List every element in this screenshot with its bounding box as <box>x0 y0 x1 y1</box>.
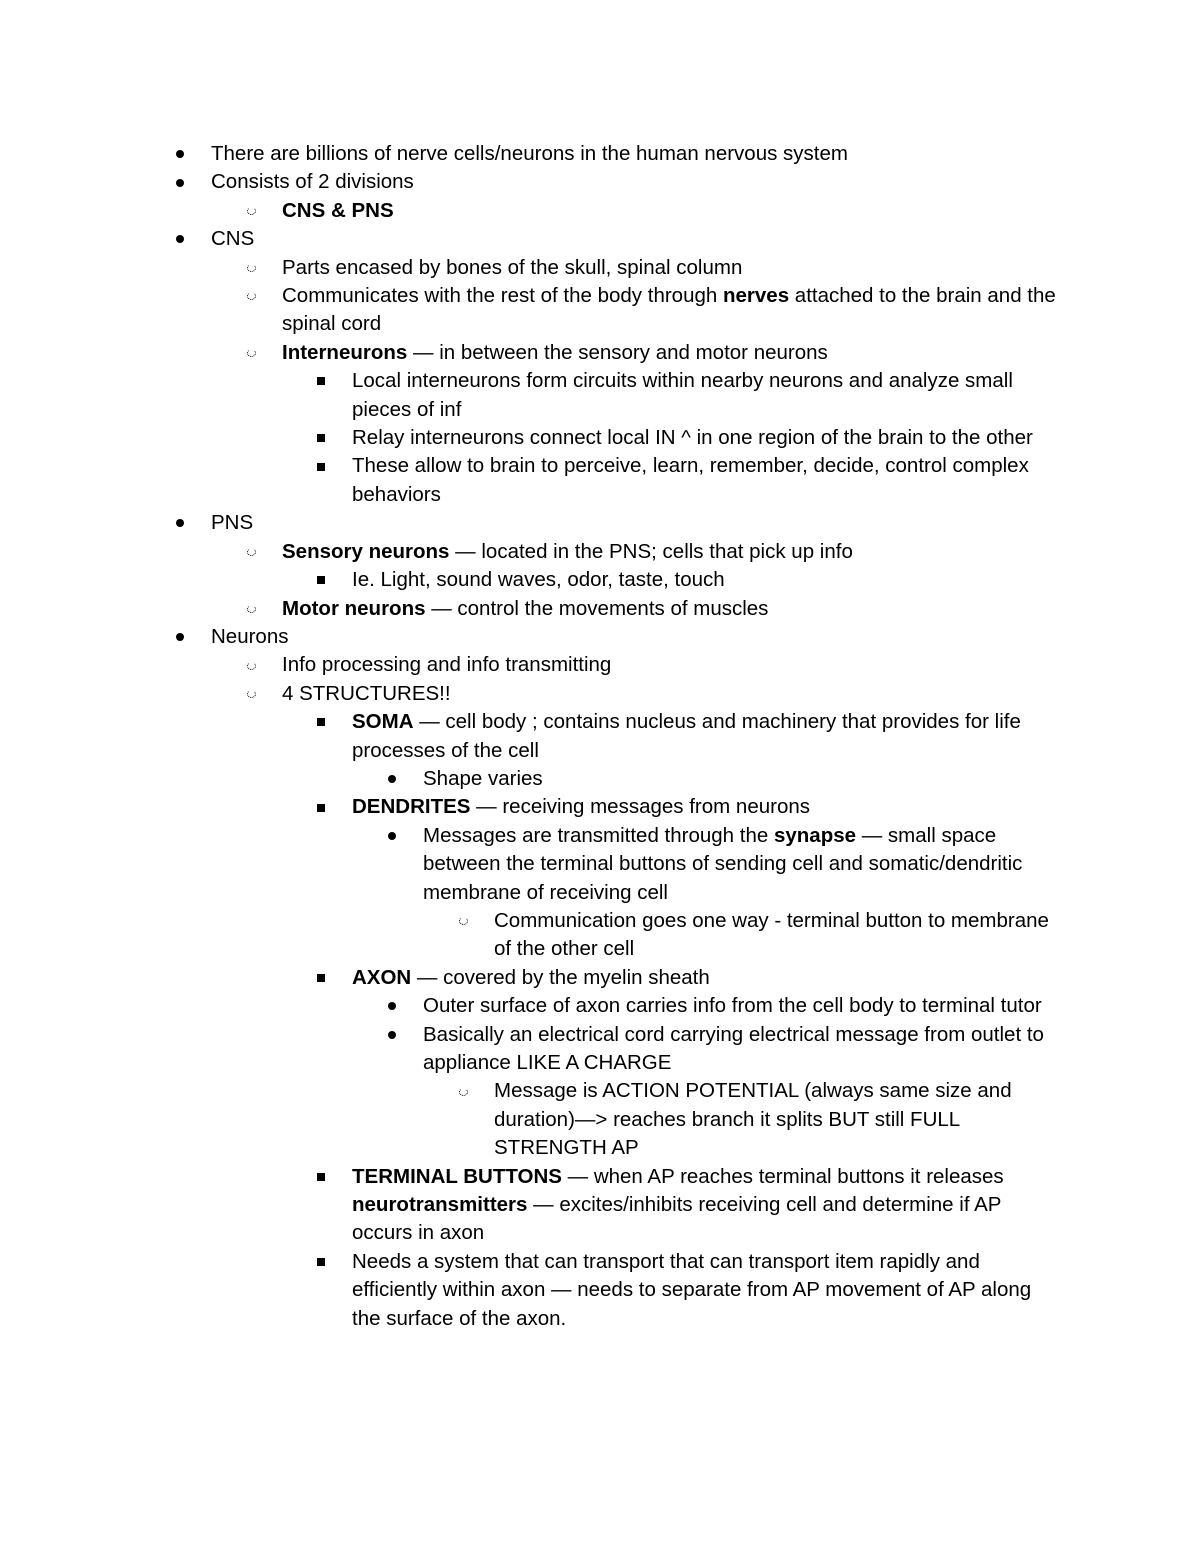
hollow-bullet-icon <box>453 907 473 935</box>
item-text-bold: CNS & PNS <box>282 198 394 222</box>
list-item <box>352 1248 1064 1333</box>
item-text: — when AP reaches terminal buttons it releases <box>561 1164 1004 1188</box>
hollow-bullet-icon <box>241 595 261 623</box>
bullet-icon <box>382 992 402 1020</box>
item-text: Message is ACTION POTENTIAL (always same size and duration)—> reaches branch it splits BUT still FULL STRENGTH AP <box>494 1079 1012 1160</box>
list-item <box>352 964 1064 992</box>
item-text: Relay interneurons connect local IN ^ in one region of the brain to the other <box>352 426 1033 450</box>
item-text-bold: Interneurons <box>282 340 408 364</box>
item-text: Needs a system that can transport that can transport item rapidly and efficiently within axon — needs to separate from AP movement of AP along the surface of the axon. <box>352 1249 1032 1330</box>
item-text: — cell body ; contains nucleus and machinery that provides for life processes of the cell <box>352 710 1021 762</box>
item-text: Neurons <box>211 624 289 648</box>
item-text: There are billions of nerve cells/neurons in the human nervous system <box>211 142 848 165</box>
item-text: 4 STRUCTURES!! <box>282 681 451 705</box>
item-text: Consists of 2 divisions <box>211 170 414 194</box>
bullet-icon <box>170 168 190 196</box>
item-text: CNS <box>211 227 255 251</box>
list-item <box>352 452 1064 509</box>
bullet-icon <box>170 623 190 651</box>
list-item <box>282 651 1062 679</box>
item-text: — covered by the myelin sheath <box>411 965 710 989</box>
bullet-icon <box>170 140 190 168</box>
item-text: Messages are transmitted through the <box>423 823 774 847</box>
list-item <box>282 254 1062 282</box>
square-bullet-icon <box>311 452 331 480</box>
item-text: Basically an electrical cord carrying electrical message from outlet to appliance LIKE A CHARGE <box>423 1022 1044 1074</box>
list-item <box>352 1163 1064 1248</box>
list-item <box>352 566 1064 594</box>
list-item <box>352 793 1064 821</box>
item-text: attached to the brain and the spinal cord <box>282 284 1056 336</box>
hollow-bullet-icon <box>241 282 261 310</box>
item-text-bold: Motor neurons <box>282 596 426 620</box>
item-text: — located in the PNS; cells that pick up info <box>449 539 853 563</box>
list-item <box>282 538 1062 566</box>
square-bullet-icon <box>311 566 331 594</box>
list-item <box>211 140 1071 168</box>
item-text-bold: Sensory neurons <box>282 539 450 563</box>
hollow-bullet-icon <box>241 538 261 566</box>
item-text-bold: synapse <box>773 823 857 847</box>
list-item <box>282 339 1062 367</box>
item-text-bold: nerves <box>722 284 790 308</box>
item-text: Local interneurons form circuits within nearby neurons and analyze small pieces of inf <box>352 369 1013 421</box>
item-text-bold: AXON <box>352 965 412 989</box>
list-item <box>211 509 1071 537</box>
list-item <box>494 1077 1064 1162</box>
list-item <box>423 765 1063 793</box>
square-bullet-icon <box>311 708 331 736</box>
item-text: These allow to brain to perceive, learn, remember, decide, control complex behaviors <box>352 454 1029 506</box>
list-item <box>211 225 1071 253</box>
item-text-bold: DENDRITES <box>352 795 471 819</box>
list-item <box>352 367 1064 424</box>
bullet-icon <box>382 765 402 793</box>
list-item <box>352 424 1064 452</box>
item-text: Outer surface of axon carries info from the cell body to terminal tutor <box>423 994 1042 1018</box>
bullet-icon <box>382 1021 402 1049</box>
list-item <box>352 708 1064 765</box>
item-text: Ie. Light, sound waves, odor, taste, touch <box>352 568 725 592</box>
item-text: Parts encased by bones of the skull, spinal column <box>282 255 743 279</box>
hollow-bullet-icon <box>241 680 261 708</box>
list-item <box>423 992 1063 1020</box>
list-item <box>211 623 1071 651</box>
square-bullet-icon <box>311 1163 331 1191</box>
list-item <box>423 1021 1063 1078</box>
list-item <box>282 197 1062 225</box>
list-item <box>494 907 1064 964</box>
list-item <box>282 282 1062 339</box>
list-item <box>282 595 1062 623</box>
item-text: — in between the sensory and motor neurons <box>407 340 828 364</box>
square-bullet-icon <box>311 793 331 821</box>
item-text: Communication goes one way - terminal button to membrane of the other cell <box>494 908 1049 961</box>
bullet-icon <box>170 509 190 537</box>
item-text: — excites/inhibits receiving cell and determine if AP occurs in axon <box>352 1193 1002 1245</box>
square-bullet-icon <box>311 367 331 395</box>
item-text: — small space between the terminal buttons of sending cell and somatic/dendritic membrane of receiving cell <box>423 823 1023 904</box>
item-text: PNS <box>211 511 254 535</box>
list-item <box>282 680 1062 708</box>
item-text: — receiving messages from neurons <box>470 795 810 819</box>
list-item <box>423 822 1063 907</box>
item-text: Communicates with the rest of the body through <box>282 284 723 308</box>
square-bullet-icon <box>311 964 331 992</box>
hollow-bullet-icon <box>241 339 261 367</box>
square-bullet-icon <box>311 1248 331 1276</box>
item-text-bold: TERMINAL BUTTONS <box>352 1164 562 1188</box>
hollow-bullet-icon <box>241 197 261 225</box>
item-text: Shape varies <box>423 766 543 790</box>
list-item <box>211 168 1071 196</box>
item-text: — control the movements of muscles <box>425 596 769 620</box>
item-text-bold: SOMA <box>352 710 414 734</box>
square-bullet-icon <box>311 424 331 452</box>
bullet-icon <box>170 225 190 253</box>
item-text: Info processing and info transmitting <box>282 653 612 677</box>
bullet-icon <box>382 822 402 850</box>
item-text-bold: neurotransmitters <box>352 1193 528 1217</box>
notes-document <box>0 140 1200 1333</box>
hollow-bullet-icon <box>453 1077 473 1105</box>
hollow-bullet-icon <box>241 254 261 282</box>
hollow-bullet-icon <box>241 651 261 679</box>
